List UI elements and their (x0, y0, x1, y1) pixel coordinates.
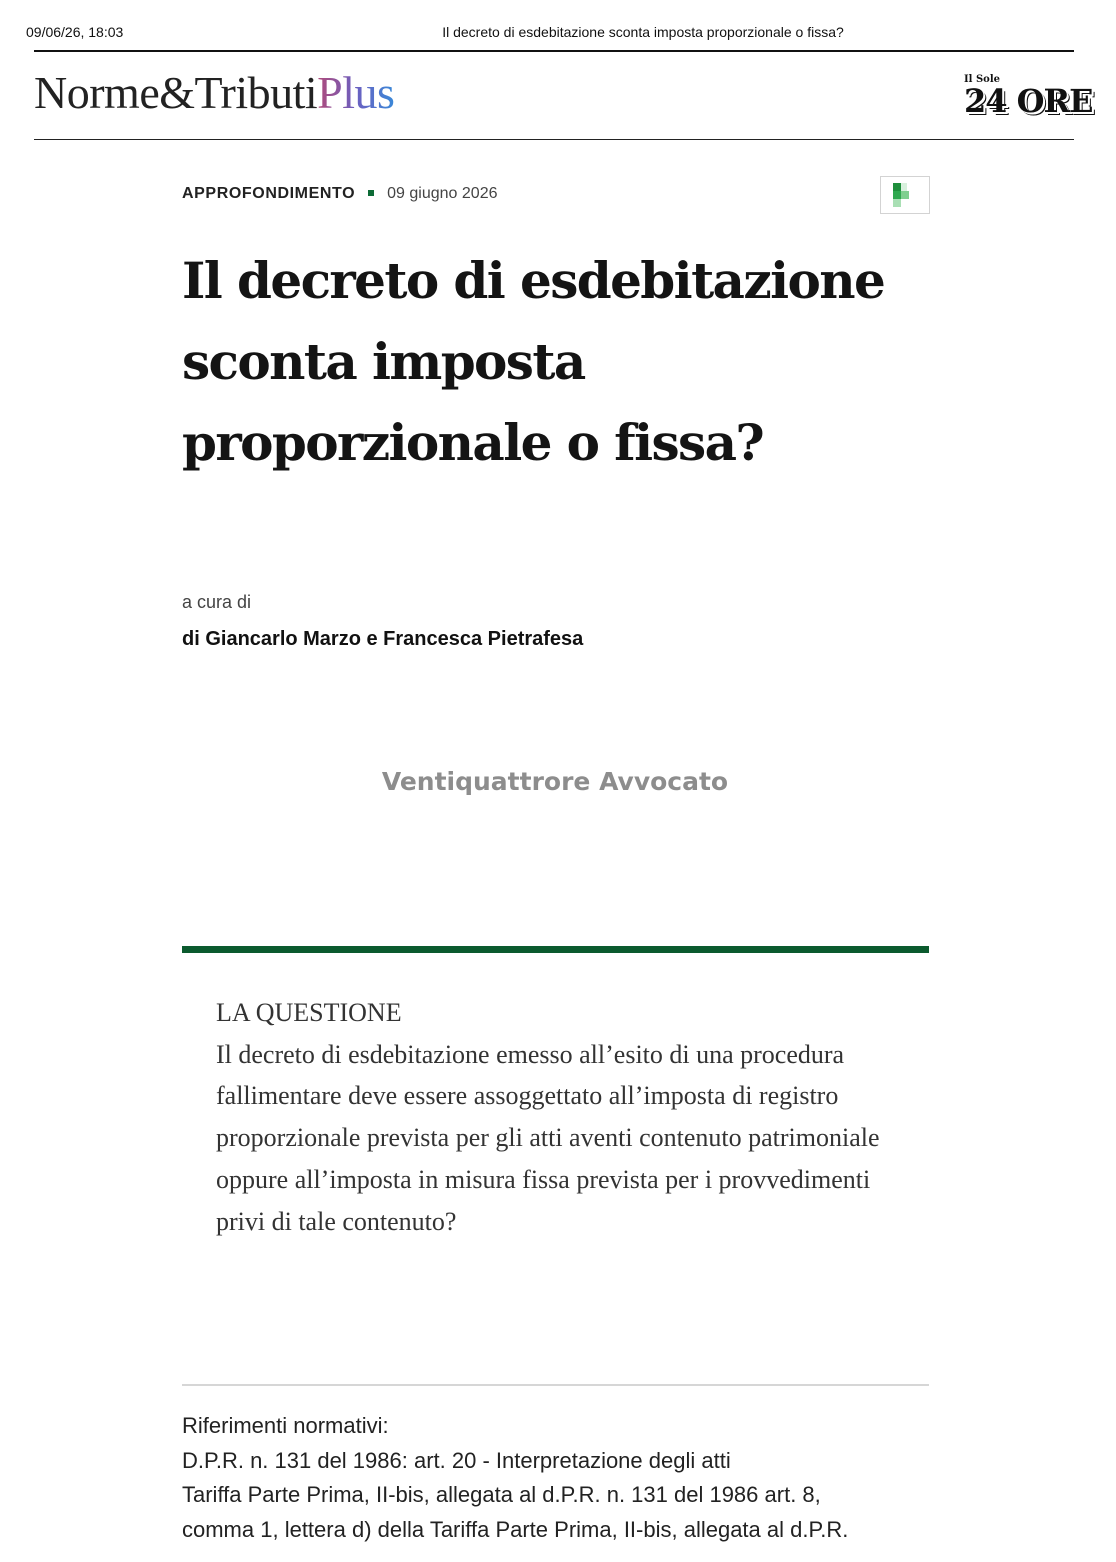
plus-logo-icon (880, 176, 930, 214)
reference-line: comma 1, lettera d) della Tariffa Parte Prima, II-bis, allegata al d.P.R. (182, 1516, 849, 1542)
references-divider (182, 1384, 929, 1386)
publisher-logo[interactable] (964, 74, 1093, 120)
separator-dot-icon (368, 190, 374, 196)
curated-by-label: a cura di (182, 592, 252, 612)
article-title: Il decreto di esdebitazione sconta imposta proporzionale o fissa? (182, 251, 885, 472)
questione-divider (182, 946, 929, 953)
references-label: Riferimenti normativi: (182, 1413, 389, 1438)
questione-box (216, 992, 906, 1242)
print-page-title: Il decreto di esdebitazione sconta imposta proporzionale o fissa? (442, 24, 844, 40)
references (182, 1409, 932, 1547)
questione-heading: LA QUESTIONE (216, 998, 402, 1027)
section-tag[interactable]: Ventiquattrore Avvocato (381, 767, 729, 796)
brand-logo[interactable] (34, 66, 394, 119)
reference-line: D.P.R. n. 131 del 1986: art. 20 - Interpretazione degli atti (182, 1447, 731, 1473)
publisher-logo-small: Il Sole (964, 74, 1001, 85)
article-kicker: APPROFONDIMENTO (182, 185, 356, 202)
top-divider (34, 50, 1074, 52)
print-header (0, 24, 1116, 44)
article-meta (182, 185, 497, 203)
print-datetime: 09/06/26, 18:03 (26, 24, 124, 40)
plus-badge-svg (881, 177, 929, 213)
questione-body: Il decreto di esdebitazione emesso all’esito di una procedura fallimentare deve essere assoggettato all’imposta di registro proporzionale prevista per gli atti aventi contenuto patrimoniale oppure all’imposta in misura fissa prevista per i provvedimenti privi di tale contenuto? (216, 1039, 880, 1236)
reference-line: Tariffa Parte Prima, II-bis, allegata al d.P.R. n. 131 del 1986 art. 8, (182, 1482, 821, 1507)
header-divider (34, 139, 1074, 140)
article-authors[interactable]: di Giancarlo Marzo e Francesca Pietrafesa (182, 628, 584, 650)
brand-name-main: Norme&Tributi (34, 67, 318, 118)
publisher-logo-big: 24 ORE (964, 82, 1093, 120)
article-date: 09 giugno 2026 (387, 185, 498, 202)
brand-name-plus: Plus (317, 67, 395, 118)
